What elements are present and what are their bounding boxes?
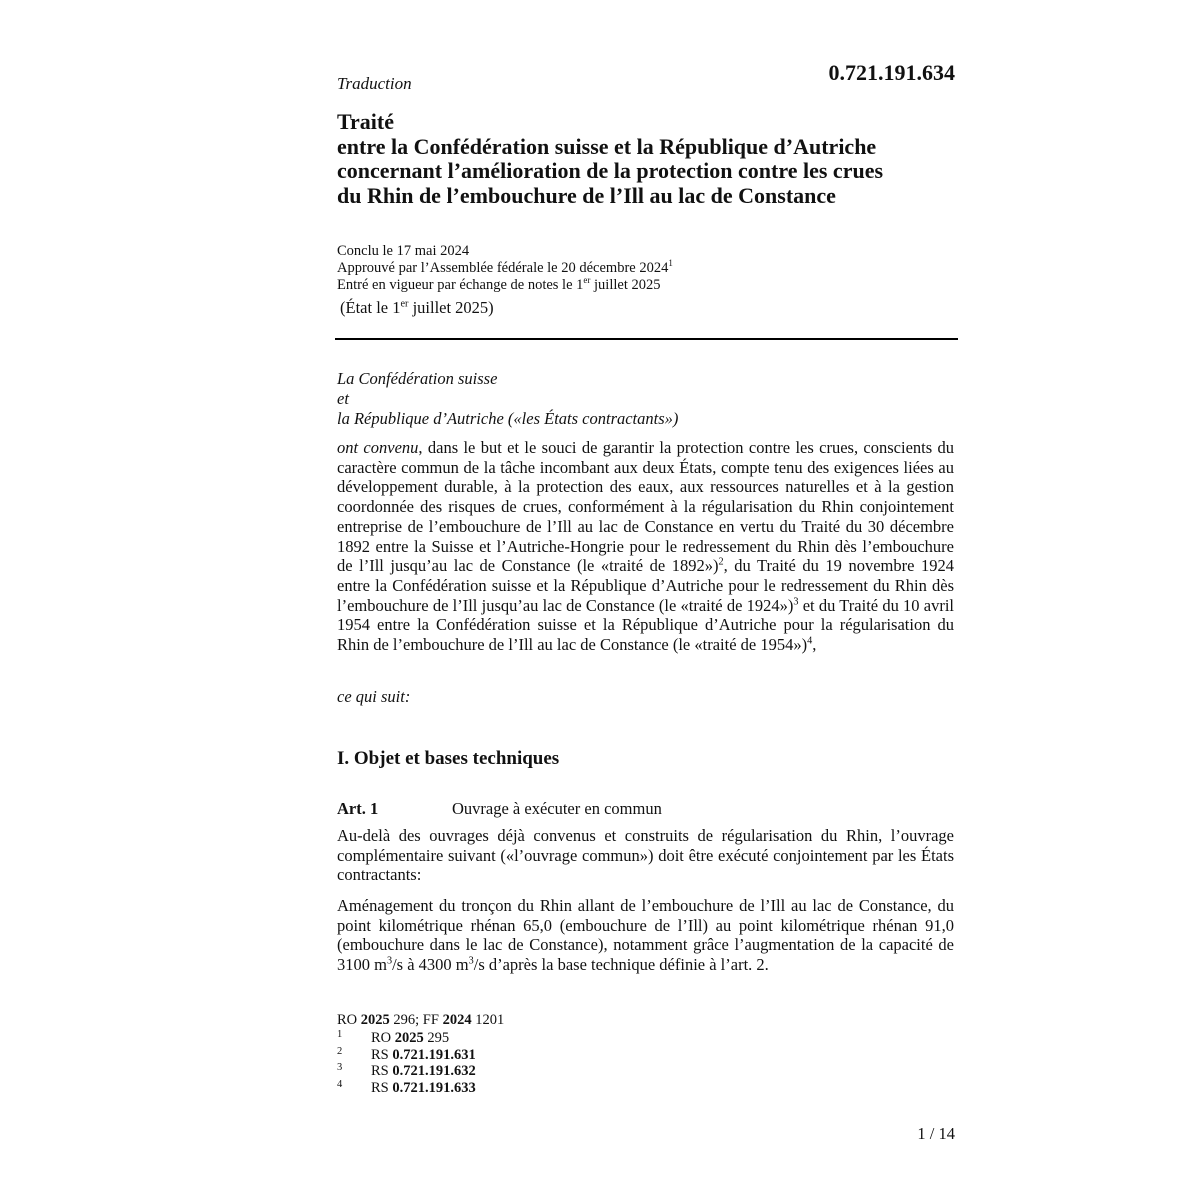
title-line: concernant l’amélioration de la protection contre les crues [337, 158, 884, 183]
footnote-ref: 3 [793, 596, 799, 608]
footnote-number: 1 [337, 1029, 343, 1040]
footnote-ref-bold: 0.721.191.631 [392, 1046, 476, 1063]
footnote-text [371, 1080, 476, 1097]
entry-text-end: juillet 2025 [590, 277, 661, 293]
article-text: /s à 4300 m [392, 954, 469, 974]
source-year: 2024 [442, 1012, 472, 1028]
source-year: 2025 [360, 1012, 390, 1028]
page-number: 1 / 14 [917, 1124, 955, 1143]
status-text: (État le 1 [340, 298, 401, 317]
chapter-heading: I. Objet et bases techniques [337, 748, 560, 769]
preamble-text: , [812, 635, 817, 655]
article-paragraph [337, 896, 954, 974]
footnote-number: 4 [337, 1078, 343, 1090]
preamble-closing: ce qui suit: [337, 687, 411, 706]
preamble-text: et du Traité du 10 avril 1954 entre la Confédération suisse et la République d’Autriche pour la régularisation du Rhin de l’embouchure de l’Ill au lac de Constance (le «traité de 1954») [337, 595, 955, 655]
source-text: RO [337, 1012, 361, 1028]
sr-number: 0.721.191.634 [828, 60, 955, 85]
footnote-prefix: RS [371, 1063, 393, 1079]
preamble-lead: ont convenu [337, 438, 419, 457]
entry-into-force-line [337, 277, 673, 294]
article-number: Art. 1 [337, 799, 379, 818]
footnote-text [371, 1030, 449, 1047]
contracting-parties [337, 369, 678, 429]
unit-superscript: 3 [386, 955, 393, 966]
footnote-prefix: RS [371, 1079, 393, 1096]
footnote-ref: 4 [807, 635, 813, 647]
horizontal-divider [335, 338, 958, 340]
party-conjunction: et [337, 389, 349, 408]
footnote-ref-bold: 0.721.191.632 [392, 1063, 476, 1079]
ordinal-sup: er [400, 298, 409, 310]
footnote-number: 3 [337, 1062, 343, 1073]
unit-superscript: 3 [468, 955, 474, 966]
ordinal-sup: er [583, 275, 591, 286]
article-text: Aménagement du tronçon du Rhin allant de l’embouchure de l’Ill au lac de Constance, du point kilométrique rhénan 65,0 (embouchure de l’Ill) au point kilométrique rhénan 91,0 (embouchure dans le lac de Constance), notamment grâce l’augmentation de la capacité de 3100 m [337, 896, 954, 974]
footnote-suffix: 295 [423, 1030, 450, 1046]
title-line: Traité [337, 109, 395, 134]
treaty-title [337, 110, 957, 208]
footnote-prefix: RO [371, 1030, 395, 1046]
footnote-prefix: RS [371, 1046, 393, 1063]
footnote-ref-bold: 0.721.191.633 [392, 1079, 476, 1096]
footnote-ref-bold: 2025 [394, 1030, 424, 1046]
footnote-text [371, 1047, 476, 1064]
footnote-ref: 1 [668, 258, 673, 269]
concluded-date: Conclu le 17 mai 2024 [337, 243, 470, 259]
treaty-metadata [337, 243, 673, 294]
title-line: entre la Confédération suisse et la République d’Autriche [337, 133, 877, 159]
footnote-number: 2 [337, 1045, 343, 1057]
party-austria: la République d’Autriche («les États contractants») [337, 409, 679, 428]
preamble-paragraph [337, 438, 954, 655]
approval-line [337, 260, 673, 277]
translation-label: Traduction [337, 74, 412, 93]
approval-text: Approuvé par l’Assemblée fédérale le 20 décembre 2024 [337, 260, 669, 276]
entry-text: Entré en vigueur par échange de notes le 1 [337, 277, 584, 293]
article-text: /s d’après la base technique définie à l’art. 2. [473, 954, 769, 974]
status-date [340, 298, 494, 318]
footnote-ref: 2 [718, 556, 724, 568]
preamble-text: , du Traité du 19 novembre 1924 entre la Confédération suisse et la République d’Autriche pour le redressement du Rhin dès l’embouchure de l’Ill jusqu’au lac de Constance (le «traité de 1924») [337, 556, 954, 615]
preamble-text: , dans le but et le souci de garantir la protection contre les crues, conscients du caractère commun de la tâche incombant aux deux États, compte tenu des exigences liées au développement durable, à la protection des eaux, aux ressources naturelles et à la gestion coordonnée des risques de crues, conformément à la régularisation du Rhin conjointement entreprise de l’embouchure de l’Ill au lac de Constance en vertu du Traité du 30 décembre 1892 entre la Suisse et l’Autriche-Hongrie pour le redressement du Rhin dès l’embouchure de l’Ill jusqu’au lac de Constance (le «traité de 1892») [337, 438, 954, 576]
title-line: du Rhin de l’embouchure de l’Ill au lac de Constance [337, 182, 836, 208]
source-text: 296; FF [389, 1012, 443, 1028]
publication-source [337, 1012, 504, 1029]
article-title: Ouvrage à exécuter en commun [452, 799, 662, 818]
status-text-end: juillet 2025) [408, 298, 494, 317]
article-paragraph: Au-delà des ouvrages déjà convenus et construits de régularisation du Rhin, l’ouvrage complémentaire suivant («l’ouvrage commun») doit être exécuté conjointement par les États contractants: [337, 826, 954, 884]
footnote-text [371, 1063, 476, 1080]
party-switzerland: La Confédération suisse [337, 369, 498, 388]
source-text: 1201 [471, 1012, 505, 1028]
